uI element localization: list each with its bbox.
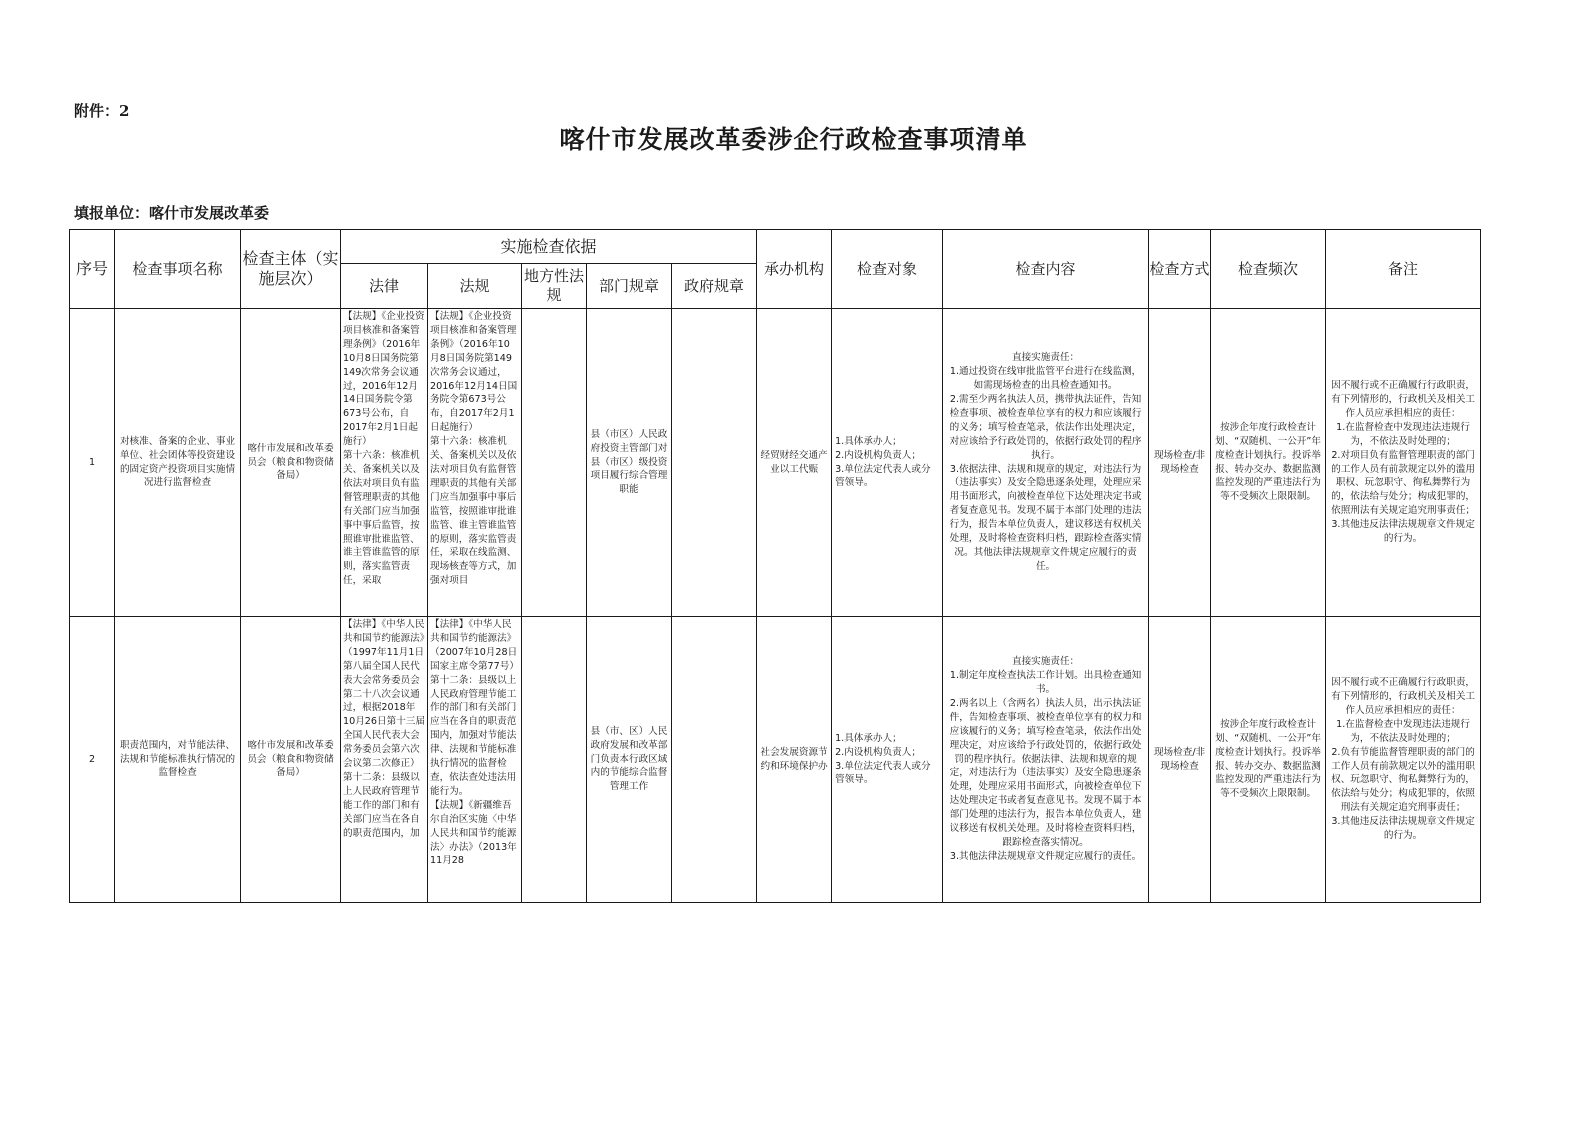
- header-gov-rule: 政府规章: [672, 264, 757, 309]
- cell-frequency: 按涉企年度行政检查计划、“双随机、一公开”年度检查计划执行。投诉举报、转办交办、数据监测监控发现的严重违法行为等不受频次上限限制。: [1211, 309, 1326, 617]
- cell-remarks: 因不履行或不正确履行行政职责，有下列情形的，行政机关及相关工作人员应承担相应的责任： 1.在监督检查中发现违法违规行为，不依法及时处理的； 2.负有节能监督管理职责的部门的工作人员有前款规定以外的滥用职权、玩忽职守、徇私舞弊行为的，依法给与处分；构成犯罪的，依照刑法有关规定追究刑事责任； 3.其他违反法律法规规章文件规定的行为。: [1326, 617, 1481, 903]
- header-remarks: 备注: [1326, 230, 1481, 309]
- cell-method: 现场检查/非现场检查: [1149, 309, 1211, 617]
- header-content: 检查内容: [943, 230, 1149, 309]
- header-undertaking: 承办机构: [757, 230, 832, 309]
- table-row: [70, 617, 1481, 903]
- header-seq: 序号: [70, 230, 115, 309]
- header-dept-rule: 部门规章: [587, 264, 672, 309]
- cell-remarks: 因不履行或不正确履行行政职责，有下列情形的，行政机关及相关工作人员应承担相应的责任： 1.在监督检查中发现违法违规行为，不依法及时处理的； 2.对项目负有监督管理职责的部门的工作人员有前款规定以外的滥用职权、玩忽职守、徇私舞弊行为的，依法给与处分；构成犯罪的，依照刑法有关规定追究刑事责任； 3.其他违反法律法规规章文件规定的行为。: [1326, 309, 1481, 617]
- cell-content: 直接实施责任： 1.通过投资在线审批监管平台进行在线监测，如需现场检查的出具检查通知书。 2.需至少两名执法人员，携带执法证件，告知检查事项、被检查单位享有的权力和应该履行的义务；填写检查笔录，依法作出处理决定，对应该给予行政处罚的，依据行政处罚的程序执行。 3.依据法律、法规和规章的规定，对违法行为（违法事实）及安全隐患逐条处理，处理应采用书面形式，向被检查单位下达处理决定书或者复查意见书。发现不属于本部门处理的违法行为，报告本单位负责人，建议移送有权机关处理，及时将检查资料归档，跟踪检查落实情况。其他法律法规规章文件规定应履行的责任。: [943, 309, 1149, 617]
- inspection-table: [69, 229, 1481, 903]
- cell-law: 【法规】《企业投资项目核准和备案管理条例》（2016年10月8日国务院第149次常务会议通过，2016年12月14日国务院令第673号公布，自2017年2月1日起施行） 第十六条：核准机关、备案机关以及依法对项目负有监督管理职责的其他有关部门应当加强事中事后监管，按照谁审批谁监管、谁主管谁监管的原则，落实监管责任，采取: [341, 309, 428, 617]
- table-row: [70, 309, 1481, 617]
- cell-local-regulation: [522, 309, 587, 617]
- cell-regulation: 【法规】《企业投资项目核准和备案管理条例》（2016年10月8日国务院第149次常务会议通过，2016年12月14日国务院令第673号公布，自2017年2月1日起施行） 第十六条：核准机关、备案机关以及依法对项目负有监督管理职责的其他有关部门应当加强事中事后监管，按照谁审批谁监管、谁主管谁监管的原则，落实监管责任，采取在线监测、现场核查等方式，加强对项目: [428, 309, 522, 617]
- cell-seq: 2: [70, 617, 115, 903]
- cell-gov-rule: [672, 309, 757, 617]
- cell-subject: 喀什市发展和改革委员会（粮食和物资储备局）: [241, 617, 341, 903]
- cell-seq: 1: [70, 309, 115, 617]
- cell-item-name: 对核准、备案的企业、事业单位、社会团体等投资建设的固定资产投资项目实施情况进行监督检查: [115, 309, 241, 617]
- cell-method: 现场检查/非现场检查: [1149, 617, 1211, 903]
- cell-item-name: 职责范围内，对节能法律、法规和节能标准执行情况的监督检查: [115, 617, 241, 903]
- cell-regulation: 【法律】《中华人民共和国节约能源法》（2007年10月28日国家主席令第77号） 第十二条：县级以上人民政府管理节能工作的部门和有关部门应当在各自的职责范围内，加强对节能法律、法规和节能标准执行情况的监督检查，依法查处违法用能行为。 【法规】《新疆维吾尔自治区实施〈中华人民共和国节约能源法〉办法》（2013年11月28: [428, 617, 522, 903]
- cell-target: 1.具体承办人； 2.内设机构负责人； 3.单位法定代表人或分管领导。: [832, 617, 943, 903]
- header-method: 检查方式: [1149, 230, 1211, 309]
- header-subject: 检查主体（实施层次）: [241, 230, 341, 309]
- cell-target: 1.具体承办人； 2.内设机构负责人； 3.单位法定代表人或分管领导。: [832, 309, 943, 617]
- cell-gov-rule: [672, 617, 757, 903]
- header-local-regulation: 地方性法规: [522, 264, 587, 309]
- reporting-unit: 填报单位：喀什市发展改革委: [74, 204, 270, 222]
- header-law: 法律: [341, 264, 428, 309]
- cell-undertaking: 社会发展资源节约和环境保护办: [757, 617, 832, 903]
- header-target: 检查对象: [832, 230, 943, 309]
- cell-law: 【法律】《中华人民共和国节约能源法》（1997年11月1日第八届全国人民代表大会常务委员会第二十八次会议通过，根据2018年10月26日第十三届全国人民代表大会常务委员会第六次会议第二次修正） 第十二条：县级以上人民政府管理节能工作的部门和有关部门应当在各自的职责范围内，加: [341, 617, 428, 903]
- attachment-label: 附件：2: [74, 102, 130, 120]
- header-regulation: 法规: [428, 264, 522, 309]
- cell-dept-rule: 县（市区）人民政府投资主管部门对县（市区）级投资项目履行综合管理职能: [587, 309, 672, 617]
- page-title: 喀什市发展改革委涉企行政检查事项清单: [559, 125, 1028, 154]
- cell-frequency: 按涉企年度行政检查计划、“双随机、一公开”年度检查计划执行。投诉举报、转办交办、数据监测监控发现的严重违法行为等不受频次上限限制。: [1211, 617, 1326, 903]
- cell-dept-rule: 县（市、区）人民政府发展和改革部门负责本行政区域内的节能综合监督管理工作: [587, 617, 672, 903]
- cell-content: 直接实施责任： 1.制定年度检查执法工作计划。出具检查通知书。 2.两名以上（含两名）执法人员，出示执法证件，告知检查事项、被检查单位享有的权力和应该履行的义务；填写检查笔录，依法作出处理决定，对应该给予行政处罚的，依据行政处罚的程序执行。依据法律、法规和规章的规定，对违法行为（违法事实）及安全隐患逐条处理，处理应采用书面形式，向被检查单位下达处理决定书或者复查意见书。发现不属于本部门处理的违法行为，报告本单位负责人，建议移送有权机关处理。及时将检查资料归档，跟踪检查落实情况。 3.其他法律法规规章文件规定应履行的责任。: [943, 617, 1149, 903]
- cell-subject: 喀什市发展和改革委员会（粮食和物资储备局）: [241, 309, 341, 617]
- cell-local-regulation: [522, 617, 587, 903]
- cell-undertaking: 经贸财经交通产业以工代赈: [757, 309, 832, 617]
- header-basis-group: 实施检查依据: [341, 230, 757, 264]
- header-item-name: 检查事项名称: [115, 230, 241, 309]
- header-frequency: 检查频次: [1211, 230, 1326, 309]
